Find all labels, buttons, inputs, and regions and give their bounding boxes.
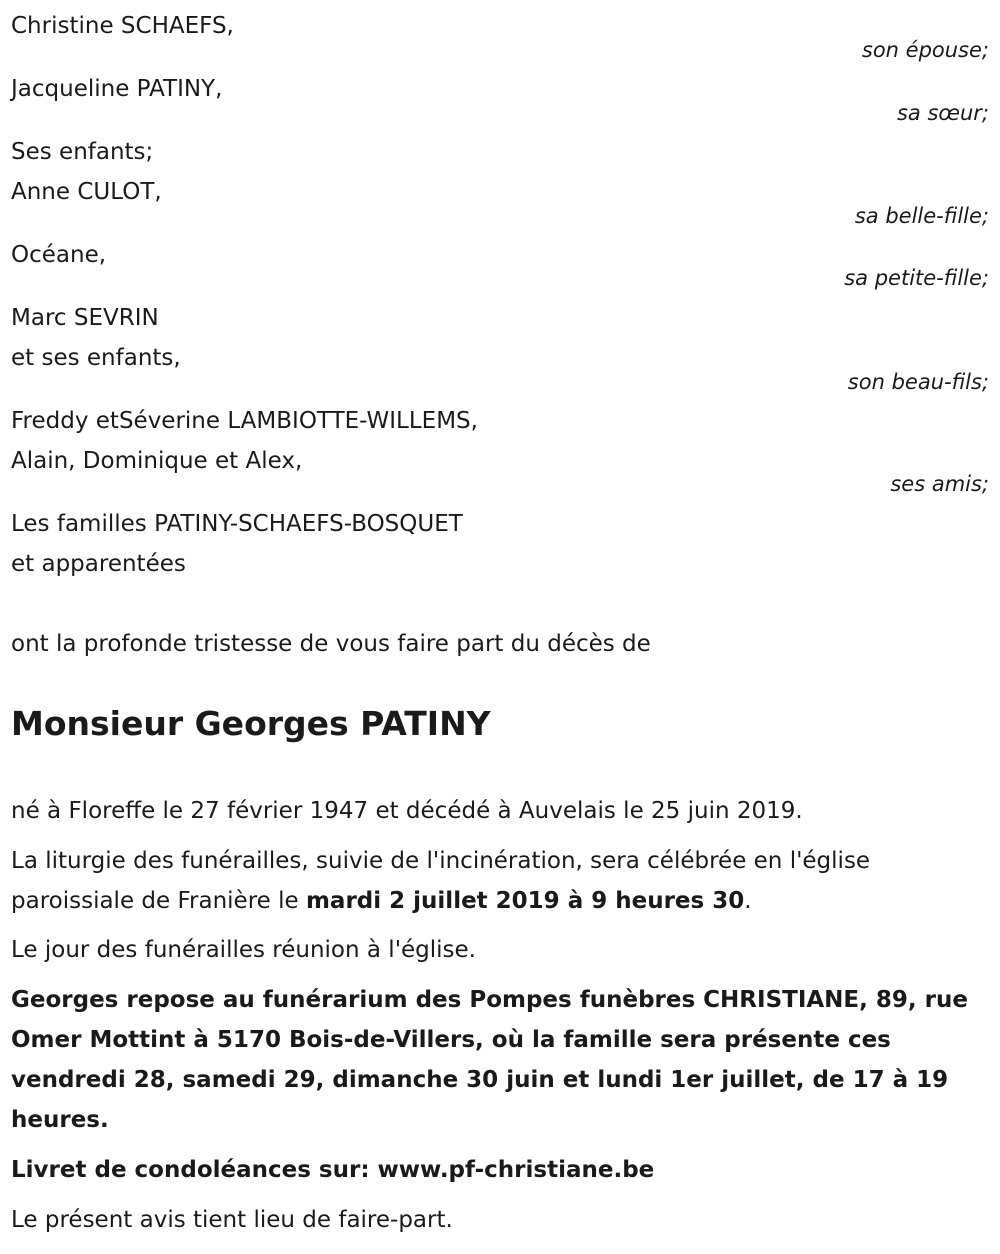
family-name-anne: Anne CULOT, [11,179,162,205]
announcement-text: ont la profonde tristesse de vous faire part du décès de [11,631,651,657]
family-names-relatives: et apparentées [11,551,186,577]
liturgy-end: . [744,888,752,914]
family-name-oceane: Océane, [11,242,107,268]
family-name-christine: Christine SCHAEFS, [11,13,234,39]
condolences-text: Livret de condoléances sur: www.pf-christiane.be [11,1157,655,1183]
notice-text: Le présent avis tient lieu de faire-part. [11,1207,453,1233]
relation-granddaughter: sa petite-fille; [844,266,989,290]
liturgy-datetime: mardi 2 juillet 2019 à 9 heures 30 [305,888,745,914]
family-name-marc: Marc SEVRIN [11,305,159,331]
relation-son-in-law: son beau-fils; [847,370,989,394]
birth-death-text: né à Floreffe le 27 février 1947 et décédé à Auvelais le 25 juin 2019. [11,798,803,824]
liturgy-paragraph [11,841,989,921]
relation-daughter-in-law: sa belle-fille; [854,204,989,228]
relation-spouse: son épouse; [861,38,989,62]
family-name-jacqueline: Jacqueline PATINY, [11,76,223,102]
family-name-freddy-severine: Freddy etSéverine LAMBIOTTE-WILLEMS, [11,408,478,434]
family-name-marc-children: et ses enfants, [11,345,181,371]
relation-sister: sa sœur; [896,101,989,125]
liturgy-text: La liturgie des funérailles, suivie de l'incinération, sera célébrée en l'église paroissiale de Franière le [11,848,871,914]
relation-friends: ses amis; [890,472,989,496]
family-children-heading: Ses enfants; [11,139,154,165]
gathering-text: Le jour des funérailles réunion à l'église. [11,937,476,963]
family-names-families: Les familles PATINY-SCHAEFS-BOSQUET [11,511,463,537]
family-name-alain-dominique-alex: Alain, Dominique et Alex, [11,448,303,474]
deceased-name: Monsieur Georges PATINY [11,704,491,743]
visitation-text: Georges repose au funérarium des Pompes funèbres CHRISTIANE, 89, rue Omer Mottint à 5170 Bois-de-Villers, où la famille sera présente ces vendredi 28, samedi 29, dimanche 30 juin et lundi 1er juillet, de 17 à 19 heures. [11,987,968,1133]
